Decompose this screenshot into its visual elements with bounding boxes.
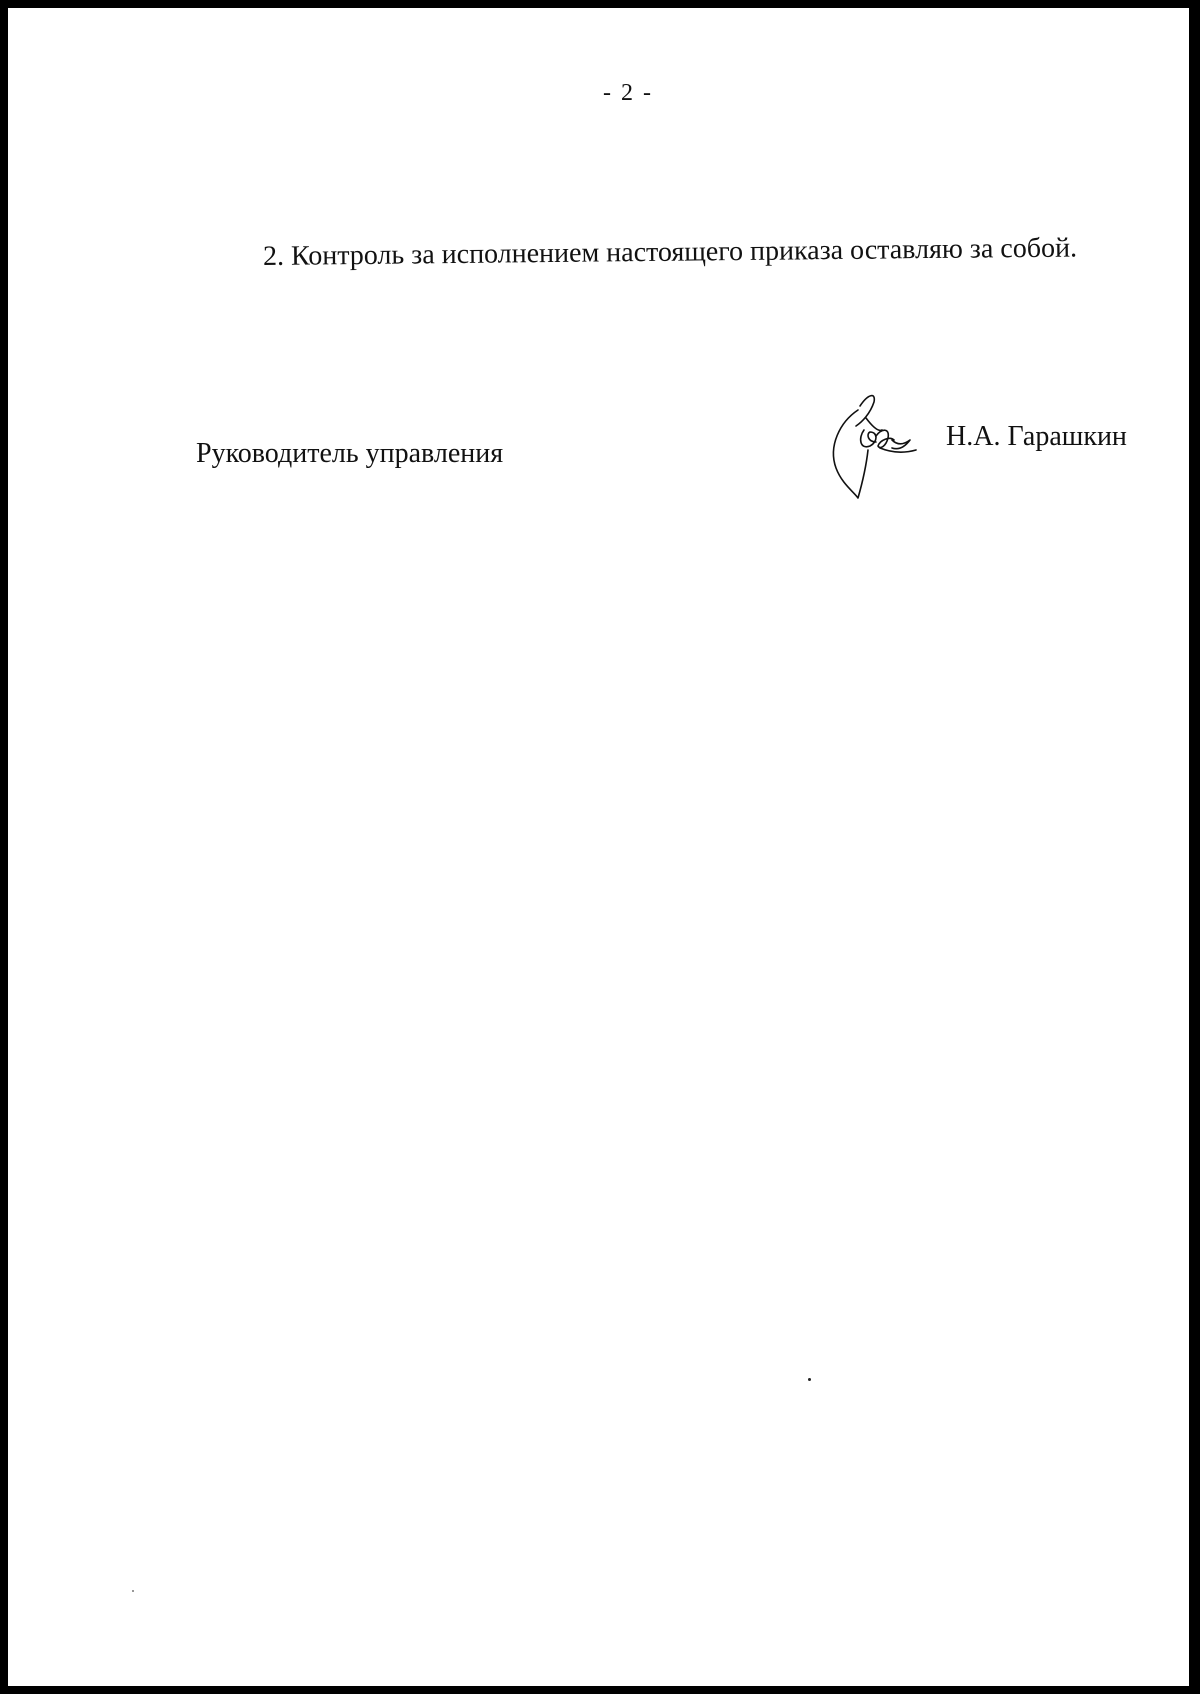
scan-speck [132,1590,134,1592]
handwritten-signature-icon [820,388,925,500]
page-number: - 2 - [603,80,653,106]
signature-block [8,378,1189,498]
scan-speck [808,1378,811,1381]
position-title: Руководитель управления [196,438,504,469]
signatory-name: Н.А. Гарашкин [946,421,1127,452]
order-clause-2: 2. Контроль за исполнением настоящего приказа оставляю за собой. [262,232,1078,272]
document-page [8,8,1192,1686]
